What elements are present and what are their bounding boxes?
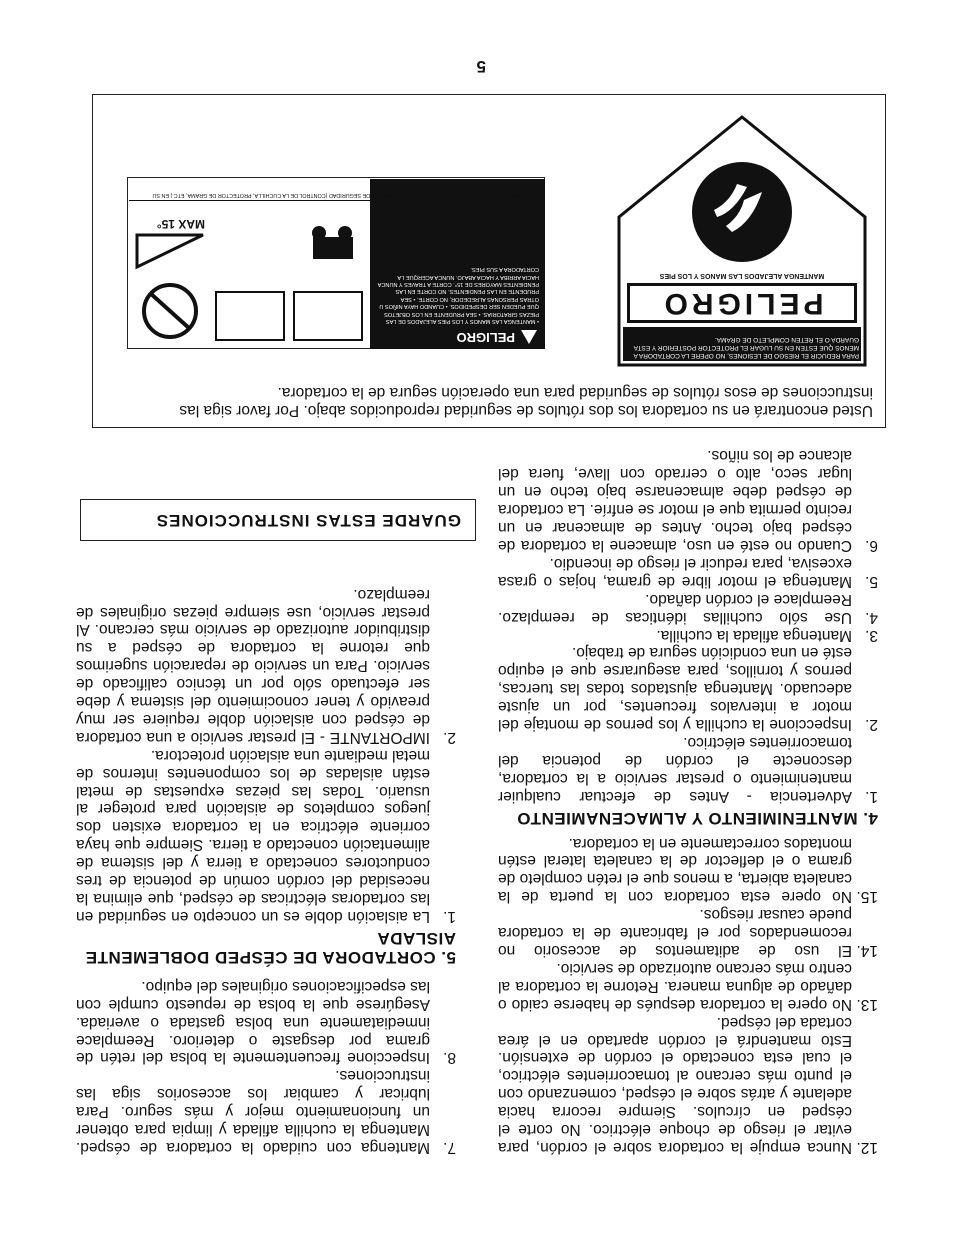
safety-labels-intro: Usted encontrará en su cortadora los dos rótulos de seguridad reproducidos abajo. Por favor siga las instrucciones de esos rótulos de seguridad para una operación segura de la cortadora.	[179, 384, 873, 419]
guard-instructions-box	[80, 499, 476, 541]
guard-pictogram-icon	[293, 291, 363, 341]
label-general-banner: PELIGRO	[456, 330, 515, 345]
list-item: 14. El uso de aditamentos de accesorio no recomendados por el fabricante de la cortadora puede causar riesgos.	[498, 906, 878, 960]
label-hands-banner: PELIGRO	[627, 283, 857, 323]
label-general-footer: LEA EL MANUAL DEL OPERADOR. MANTENGA LOS MECANISMOS DE SEGURIDAD (CONTROL DE LA CUCHILLA, PROTECTOR DE GRAMA, ETC.) EN SU LUGAR Y FUNCIONANDO.	[129, 179, 545, 201]
list-item: 8. Inspeccione frecuentemente la bolsa del retén de grama por desgaste o deterioro. Reemplace inmediatamente una bolsa gastada o averiada. Asegúrese que la bolsa de repuesto cumple con las especificaciones originales del equipo.	[76, 977, 456, 1067]
safety-labels-box	[92, 94, 886, 428]
page-number: 5	[476, 57, 486, 76]
label-general-text-panel	[370, 179, 545, 349]
label-hands-footer: MANTENGA ALEJADOS LAS MANOS Y LOS PIES	[659, 272, 825, 279]
left-column	[498, 447, 878, 1156]
list-item: 12. Nunca empuje la cortadora sobre el cordón, para evitar el riesgo de choque eléctrico. No corte el césped en círculos. Siempre recorra hacia adelante y atrás sobre el césped, comenzando con el punto más cercano al tomacorrientes eléctrico, el cual esta conectado el cordón de extensión. Esto mantendrá el cordón apartado en el área cortada del césped.	[498, 1013, 878, 1156]
section-4-items	[498, 447, 878, 805]
list-item: 7. Mantenga con cuidado la cortadora de césped. Mantenga la cuchilla afilada y limpia para obtener un funcionamiento mejor y más seguro. Para lubricar y cambiar los accesorios siga las instrucciones.	[76, 1067, 456, 1156]
list-item: 4. Use sólo cuchillas idénticas de reemplazo. Reemplace el cordón dañado.	[498, 590, 878, 626]
list-item: 1. Advertencia - Antes de efectuar cualquier mantenimiento o prestar servicio a la cortadora, desconecte el cordón de potencia del tomacorrientes eléctrico.	[498, 733, 878, 805]
thrown-objects-icon	[293, 219, 363, 279]
guard-instructions-text: GUARDE ESTAS INSTRUCCIONES	[155, 511, 461, 530]
label-general-bullets: • MANTENGA LAS MANOS Y LOS PIES ALEJADOS DE LAS PIEZAS GIRATORIAS. • SEA PRUDENTE EN LOS OBJETOS QUE PUEDEN SER DESPEDIDOS. • CUANDO HAYA NIÑOS U OTRAS PERSONAS ALREDEDOR, NO CORTE. • SEA PRUDENTE EN LAS PENDIENTES. NO CORTE EN LAS PENDIENTES MAYORES DE 15°. CORTE A TRAVES Y NUNCA HACIA ARRIBA Y HACIA ABAJO. NUNCA ACERQUE LA CORTADORA A SUS PIES.	[377, 266, 539, 324]
list-item: 6. Cuando no esté en uso, almacene la cortadora de césped bajo techo. Antes de almacenar en un recinto permita que el motor se enfríe. La cortadora de césped debe almacenarse bajo techo en un lugar seco, alto o cerrado con llave, fuera del alcance de los niños.	[498, 447, 878, 554]
left-items	[498, 834, 878, 1156]
list-item: 3. Mantenga afilada la cuchilla.	[656, 626, 878, 644]
list-item: 2. IMPORTANTE - El prestar servicio a una cortadora de césped con aislación doble requiere ser muy preavido y tener conocimiento del sistema y debe ser efectuado sólo por un técnico calificado de servicio. Para un servicio de reparación sugerimos que retorne la cortadora de césped a su distribuidor autorizado de servicio más cercano. Al prestar servicio, use siempre piezas originales de reemplazo.	[76, 585, 456, 746]
guard-pictogram-icon	[215, 291, 285, 341]
list-item: 13. No opere la cortadora después de haberse caido o dañado de alguna manera. Retorne la cortadora al centro más cercano autorizado de servicio.	[498, 959, 878, 1013]
section-5-heading: 5. CORTADORA DE CÉSPED DOBLEMENTE AISLADA	[85, 928, 456, 967]
no-children-icon	[135, 281, 205, 341]
list-item: 15. No opere esta cortadora con la puerta de la canaleta abierta, a menos que el retén completo de grama o el deflector de la canaleta lateral estén montados correctamente en la cortadora.	[498, 834, 878, 906]
section-4-heading: 4. MANTENIMIENTO Y ALMACENAMIENTO	[516, 808, 878, 828]
safety-label-hands	[617, 115, 867, 367]
slope-icon	[135, 233, 205, 273]
list-item: 1. La aislación doble es un concepto en seguridad en las cortadoras eléctricas de césped, que elimina la necesidad del cordón común de potencia de tres conductores conectado a tierra y del sistema de alimentación conectado a tierra. Siempre que haya corriente eléctrica en la cortadora existen dos juegos completos de aislación para proteger al usuario. Todas las piezas expuestas de metal están aisladas de los componentes internos de metal mediante una aislación protectora.	[76, 746, 456, 925]
list-item: 5. Mantenga el motor libre de grama, hojas o grasa excesiva, para reducir el riesgo de incendio.	[498, 554, 878, 590]
max-slope-label: MAX 15°	[156, 217, 205, 231]
label-hands-small-text: PARA REDUCIR EL RIESGO DE LESIONES, NO OPERE LA CORTADORA A MENOS QUE ESTEN EN SU LUGAR EL PROTECTOR POSTERIOR Y ESTA GUARDA O EL RETEN COMPLETO DE GRAMA.	[623, 327, 861, 361]
safety-label-general	[129, 179, 545, 349]
right-column	[76, 585, 456, 1156]
warning-triangle-icon	[521, 331, 537, 345]
hand-warning-icon	[692, 162, 792, 262]
list-item: 2. Inspeccione la cuchilla y los pernos de montaje del motor a intervalos frecuentes, por un ajuste adecuado. Mantenga ajustados todas las tuercas, pernos y tornillos, para asegurarse que el equipo esté en una condición segura de trabajo.	[498, 644, 878, 734]
